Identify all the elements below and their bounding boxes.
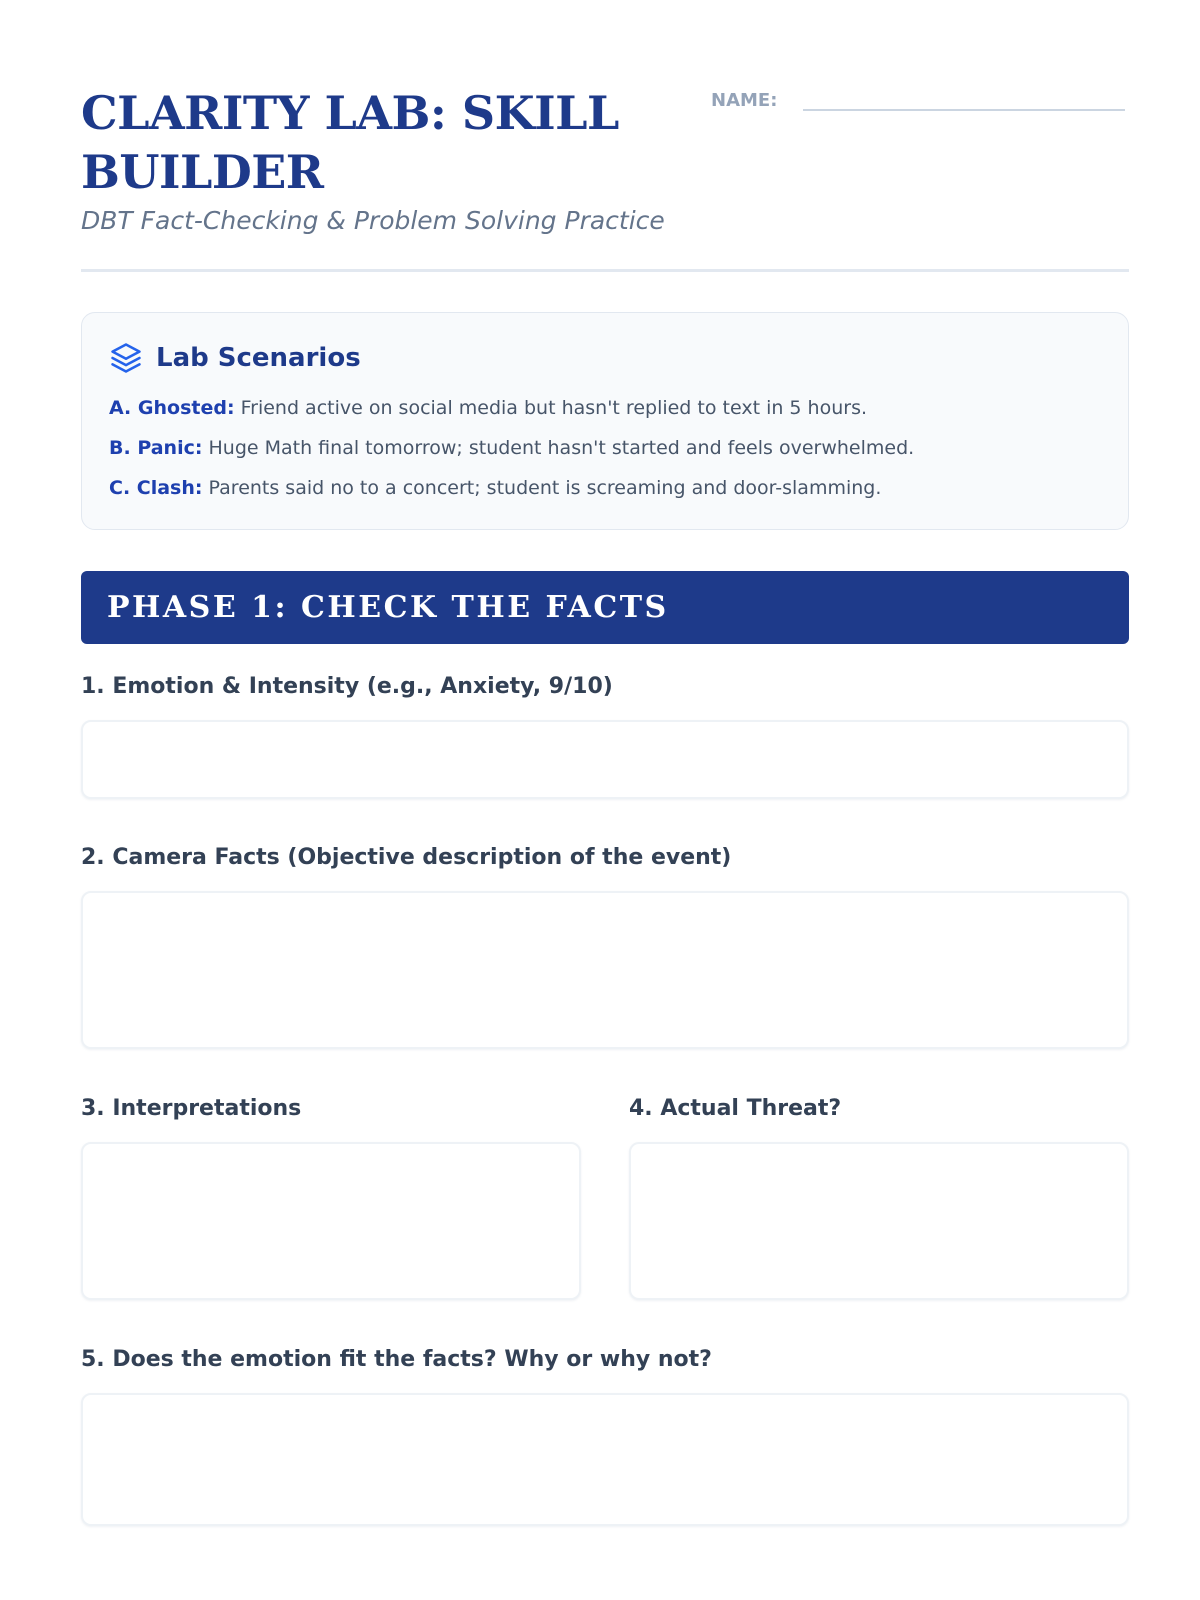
scenario-label: B. Panic: [109, 437, 203, 459]
interpretations-field[interactable] [81, 1142, 581, 1300]
scenario-item [109, 428, 1101, 468]
page-title: CLARITY LAB: SKILL BUILDER [81, 86, 619, 199]
worksheet-page [81, 84, 1129, 1526]
question-5 [81, 1345, 1129, 1526]
question-4 [629, 1094, 1129, 1300]
question-1-label: 1. Emotion & Intensity (e.g., Anxiety, 9/10) [81, 674, 613, 699]
question-4-label: 4. Actual Threat? [629, 1096, 842, 1121]
question-1 [81, 672, 1129, 799]
question-3-label: 3. Interpretations [81, 1096, 302, 1121]
scenario-item [109, 388, 1101, 428]
lab-scenarios-card [81, 312, 1129, 530]
question-2-label: 2. Camera Facts (Objective description of the event) [81, 845, 732, 870]
emotion-fit-field[interactable] [81, 1393, 1129, 1526]
name-field[interactable] [803, 97, 1125, 111]
scenario-label: A. Ghosted: [109, 397, 235, 419]
scenarios-heading [109, 341, 1101, 375]
layers-icon [109, 341, 143, 375]
page-subtitle: DBT Fact-Checking & Problem Solving Practice [81, 206, 665, 235]
actual-threat-field[interactable] [629, 1142, 1129, 1300]
question-3 [81, 1094, 581, 1300]
name-label: NAME: [711, 90, 778, 111]
scenario-label: C. Clash: [109, 477, 203, 499]
emotion-intensity-field[interactable] [81, 720, 1129, 799]
question-5-label: 5. Does the emotion fit the facts? Why or why not? [81, 1347, 712, 1372]
worksheet-header [81, 84, 1129, 272]
question-row [81, 1094, 1129, 1300]
name-field-row [711, 90, 1125, 111]
scenario-text: Friend active on social media but hasn't replied to text in 5 hours. [240, 397, 868, 419]
scenario-text: Huge Math final tomorrow; student hasn't started and feels overwhelmed. [208, 437, 915, 459]
question-2 [81, 843, 1129, 1049]
scenarios-title: Lab Scenarios [156, 343, 361, 373]
camera-facts-field[interactable] [81, 891, 1129, 1049]
scenario-text: Parents said no to a concert; student is screaming and door-slamming. [208, 477, 882, 499]
scenario-item [109, 468, 1101, 508]
phase-banner [81, 571, 1129, 644]
phase-title: PHASE 1: CHECK THE FACTS [107, 590, 669, 625]
